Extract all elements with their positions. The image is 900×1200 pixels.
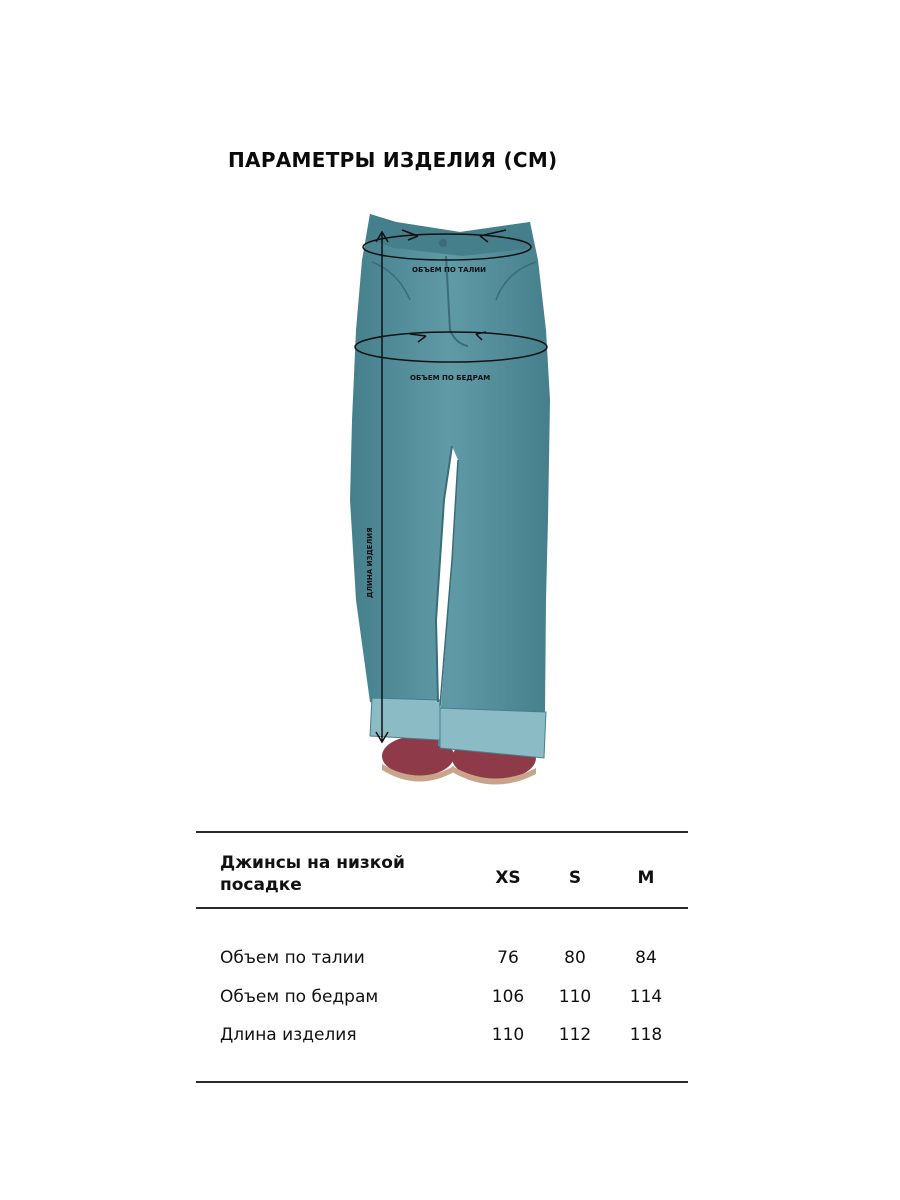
cell-waist-xs: 76 (497, 948, 519, 968)
row-label-length: Длина изделия (220, 1025, 357, 1045)
cell-length-m: 118 (629, 1025, 663, 1045)
cell-length-xs: 110 (491, 1025, 525, 1045)
length-label: ДЛИНА ИЗДЕЛИЯ (366, 527, 374, 598)
size-header-m: M (637, 868, 655, 888)
cell-hips-s: 110 (558, 987, 592, 1007)
page-title: ПАРАМЕТРЫ ИЗДЕЛИЯ (СМ) (228, 148, 558, 172)
cell-waist-s: 80 (564, 948, 586, 968)
table-header-rule (196, 907, 688, 909)
row-label-hips: Объем по бедрам (220, 987, 379, 1007)
table-header-label: Джинсы на низкой посадке (220, 853, 405, 895)
size-header-xs: XS (495, 868, 521, 888)
waist-label: ОБЪЕМ ПО ТАЛИИ (412, 266, 487, 274)
cell-hips-xs: 106 (491, 987, 525, 1007)
cell-length-s: 112 (558, 1025, 592, 1045)
jeans-body (350, 214, 550, 756)
left-cuff (370, 698, 440, 740)
cell-waist-m: 84 (635, 948, 657, 968)
hips-label: ОБЪЕМ ПО БЕДРАМ (410, 374, 491, 382)
table-bottom-rule (196, 1081, 688, 1083)
size-header-s: S (568, 868, 582, 888)
button-icon (439, 239, 447, 247)
cell-hips-m: 114 (629, 987, 663, 1007)
row-label-waist: Объем по талии (220, 948, 365, 968)
table-top-rule (196, 831, 688, 833)
